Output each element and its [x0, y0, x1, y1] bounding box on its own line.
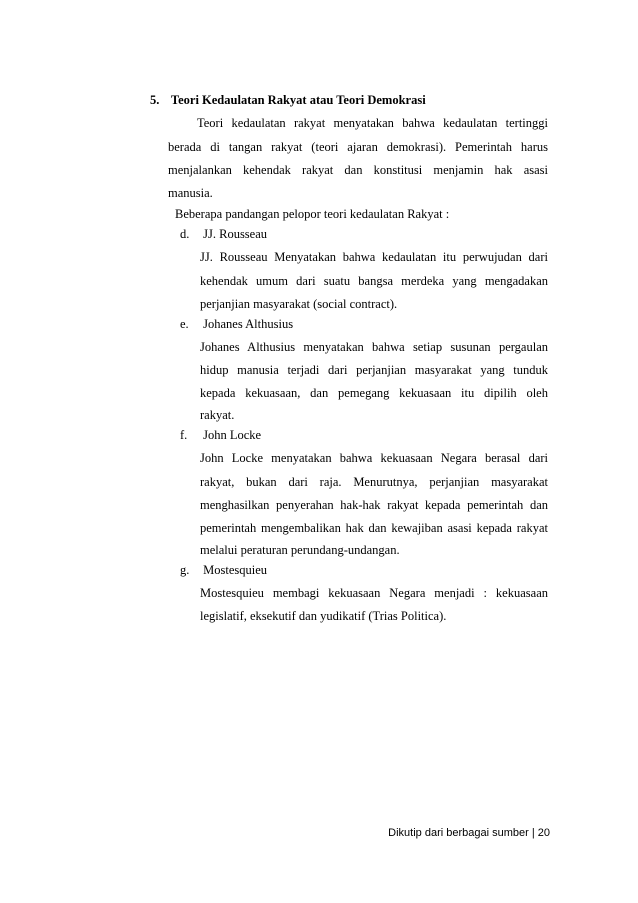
list-item-line: rakyat, bukan dari raja. Menurutnya, perjanjian masyarakat [200, 475, 548, 489]
list-item-name: JJ. Rousseau [203, 227, 268, 241]
list-item-line: Johanes Althusius menyatakan bahwa setiap susunan pergaulan [200, 340, 548, 354]
section-number: 5. [150, 93, 160, 107]
intro-line: berada di tangan rakyat (teori ajaran demokrasi). Pemerintah harus [168, 140, 548, 154]
list-item-line: legislatif, eksekutif dan yudikatif (Trias Politica). [200, 609, 447, 623]
page-footer: Dikutip dari berbagai sumber | 20 [388, 827, 550, 839]
intro-line: Teori kedaulatan rakyat menyatakan bahwa kedaulatan tertinggi [197, 116, 548, 130]
list-item-name: Johanes Althusius [203, 317, 294, 331]
list-item-letter: f. [180, 428, 188, 442]
list-item-letter: g. [180, 563, 190, 577]
section-heading [150, 93, 426, 108]
list-item-line: John Locke menyatakan bahwa kekuasaan Negara berasal dari [200, 451, 548, 465]
list-item-line: JJ. Rousseau Menyatakan bahwa kedaulatan itu perwujudan dari [200, 250, 548, 264]
list-item-line: kepada kekuasaan, dan pemegang kekuasaan itu dipilih oleh [200, 386, 548, 400]
list-item-name: John Locke [203, 428, 262, 442]
list-item-heading [180, 227, 267, 242]
intro-line: manusia. [168, 186, 213, 200]
list-item-line: perjanjian masyarakat (social contract). [200, 297, 398, 311]
list-item-letter: e. [180, 317, 189, 331]
list-item-heading [180, 428, 261, 443]
list-item-heading [180, 317, 293, 332]
list-item-line: pemerintah mengembalikan hak dan kewajiban asasi kepada rakyat [200, 521, 548, 535]
list-item-line: Mostesquieu membagi kekuasaan Negara menjadi : kekuasaan [200, 586, 548, 600]
list-item-line: melalui peraturan perundang-undangan. [200, 543, 400, 557]
intro-lead: Beberapa pandangan pelopor teori kedaulatan Rakyat : [175, 207, 450, 221]
list-item-letter: d. [180, 227, 190, 241]
list-item-line: hidup manusia terjadi dari perjanjian masyarakat yang tunduk [200, 363, 548, 377]
list-item-name: Mostesquieu [203, 563, 268, 577]
list-item-line: kehendak umum dari suatu bangsa merdeka yang mengadakan [200, 274, 548, 288]
list-item-line: rakyat. [200, 408, 235, 422]
list-item-heading [180, 563, 267, 578]
section-title: Teori Kedaulatan Rakyat atau Teori Demokrasi [170, 93, 426, 107]
list-item-line: menghasilkan penyerahan hak-hak rakyat kepada pemerintah dan [200, 498, 548, 512]
intro-line: menjalankan kehendak rakyat dan konstitusi menjamin hak asasi [168, 163, 548, 177]
